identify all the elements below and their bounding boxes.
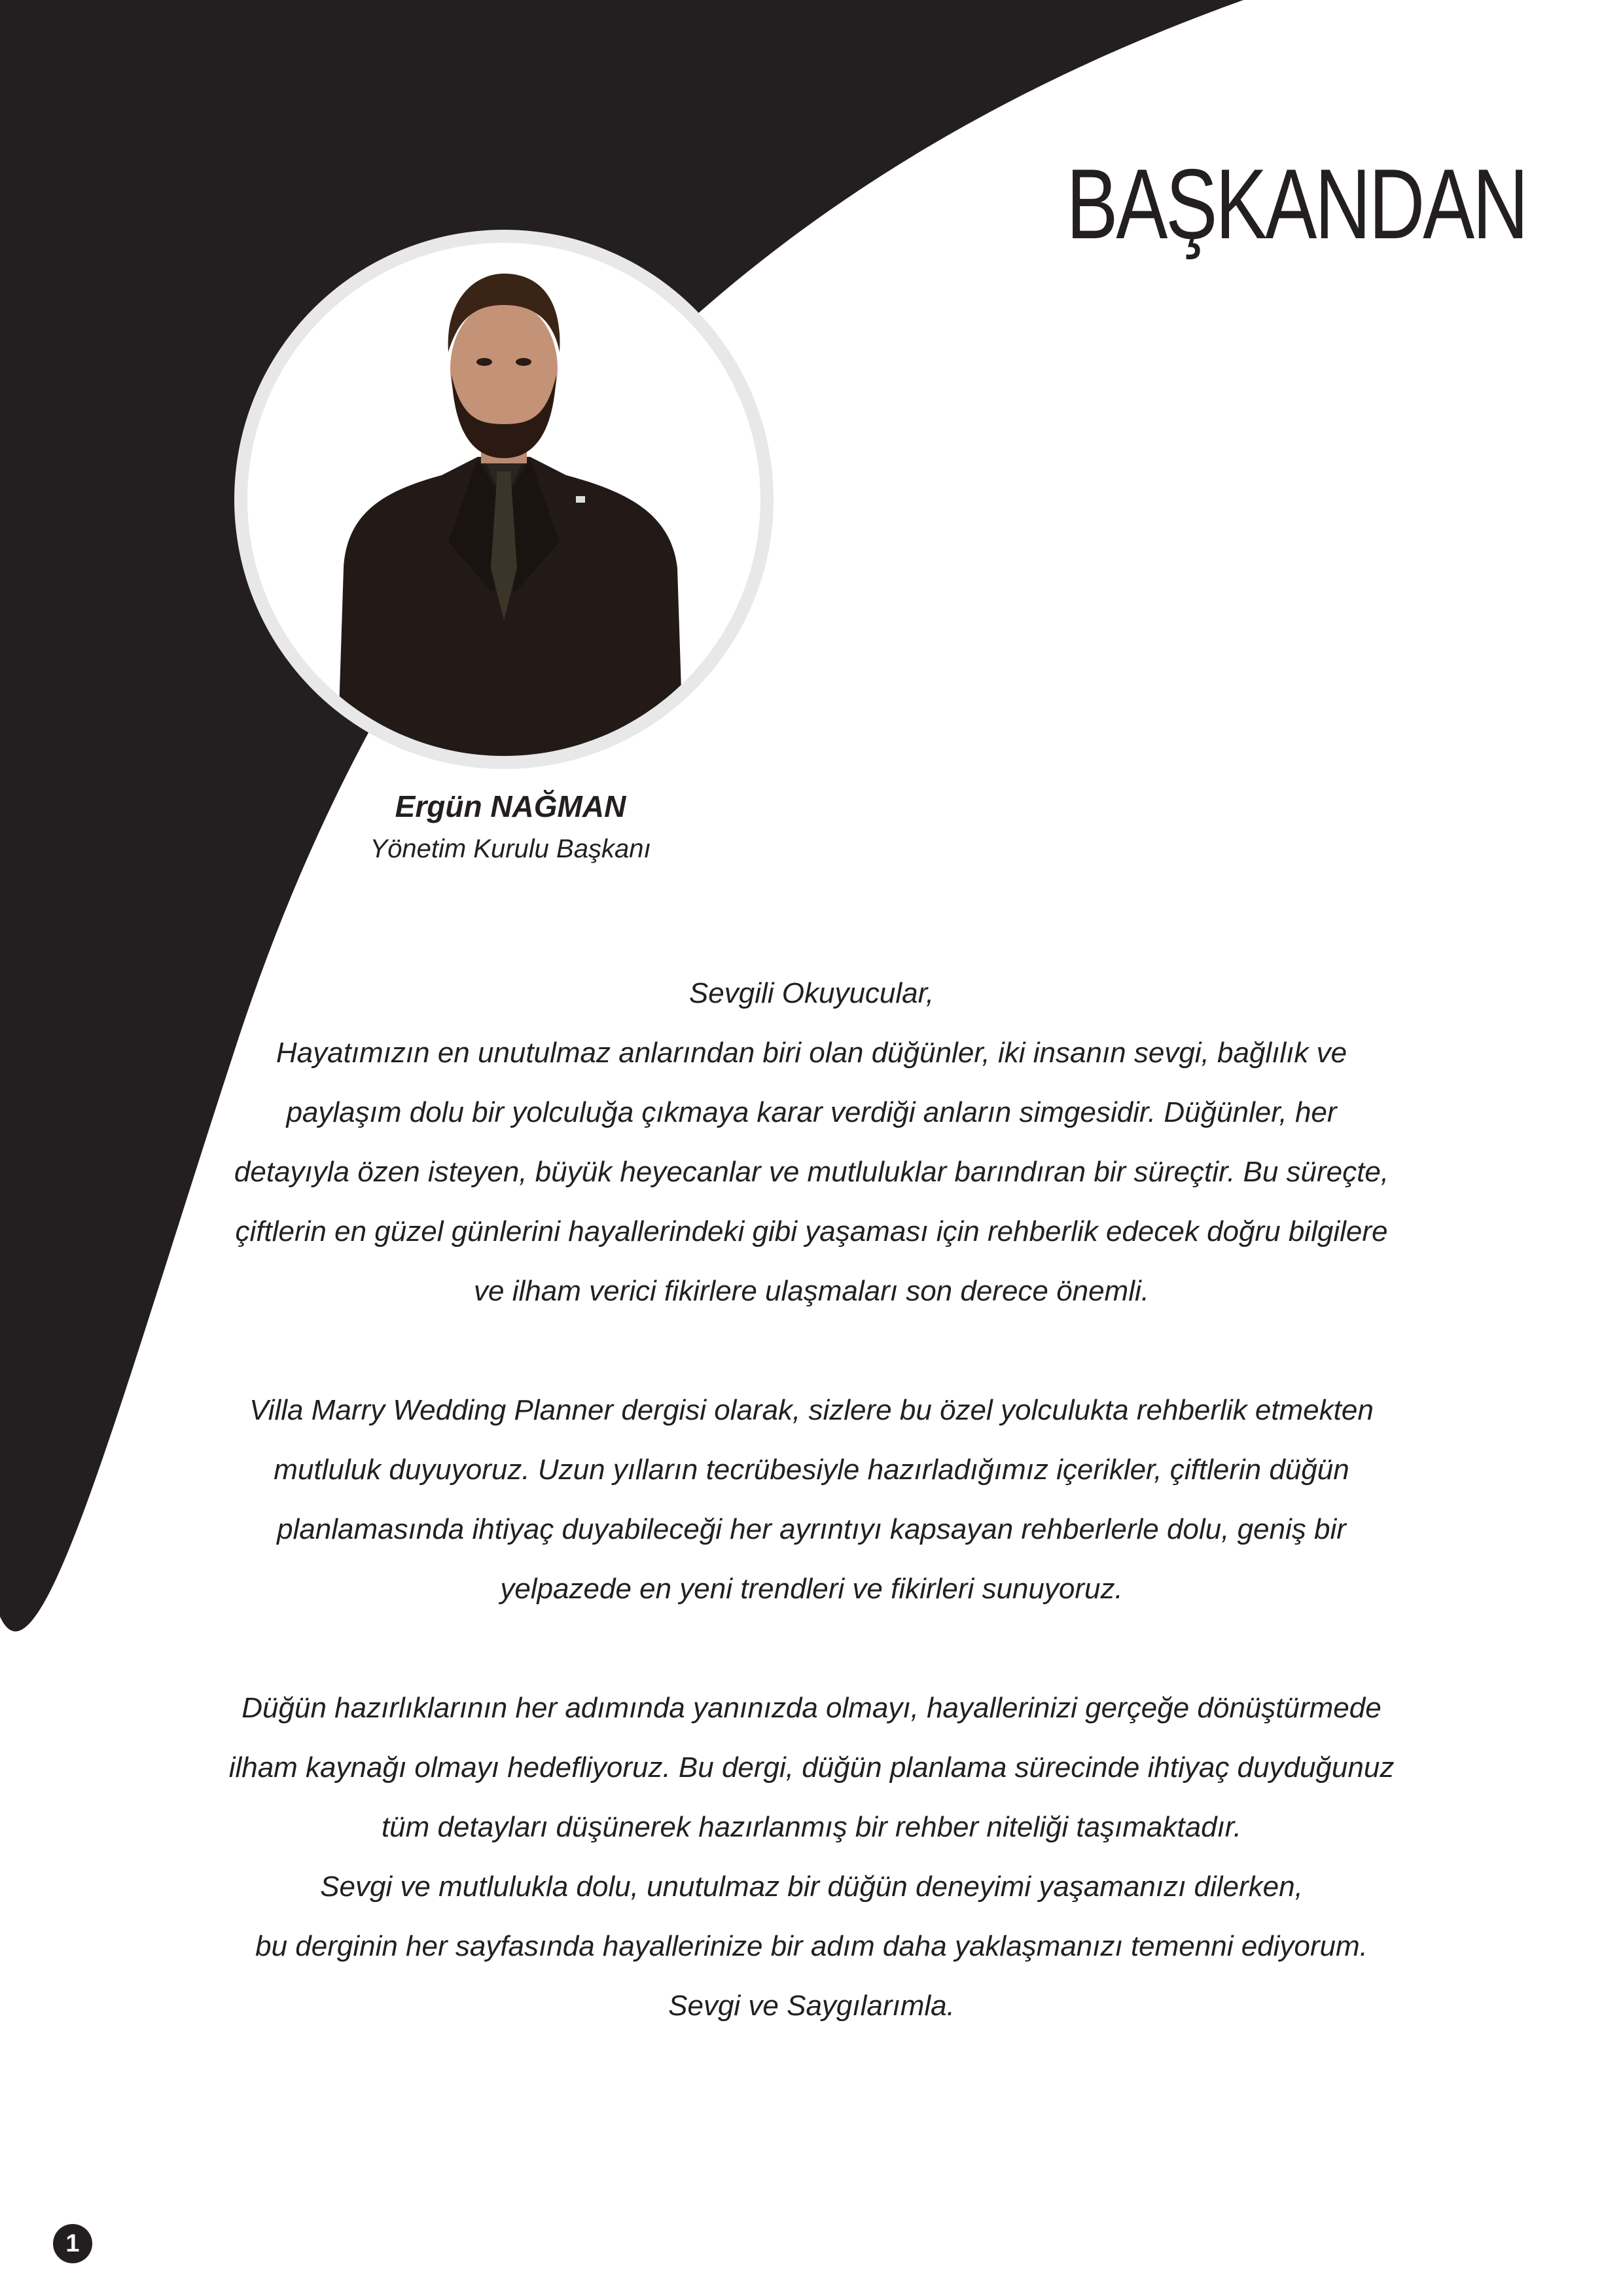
letter-line: Sevgili Okuyucular,	[688, 977, 935, 1009]
letter-line: çiftlerin en güzel günlerini hayallerindeki gibi yaşaması için rehberlik edecek doğru bilgilere	[235, 1215, 1388, 1247]
letter-line: ilham kaynağı olmayı hedefliyoruz. Bu dergi, düğün planlama sürecinde ihtiyaç duyduğunuz	[228, 1751, 1395, 1784]
paragraph-gap	[196, 1321, 1427, 1380]
letter-line: mutluluk duyuyoruz. Uzun yılların tecrübesiyle hazırladığımız içerikler, çiftlerin düğün	[274, 1454, 1349, 1486]
letter-paragraph-3	[196, 1678, 1427, 2036]
letter-line: ve ilham verici fikirlere ulaşmaları son derece önemli.	[474, 1275, 1149, 1307]
letter-line: Hayatımızın en unutulmaz anlarından biri olan düğünler, iki insanın sevgi, bağlılık ve	[276, 1037, 1347, 1069]
author-portrait	[232, 228, 776, 771]
page-title: BAŞKANDAN	[1066, 149, 1527, 260]
letter-line: paylaşım dolu bir yolculuğa çıkmaya karar verdiği anların simgesidir. Düğünler, her	[286, 1096, 1337, 1128]
letter-line: bu derginin her sayfasında hayallerinize bir adım daha yaklaşmanızı temenni ediyorum.	[255, 1930, 1368, 1962]
paragraph-gap	[196, 1619, 1427, 1678]
letter-line: tüm detayları düşünerek hazırlanmış bir rehber niteliği taşımaktadır.	[381, 1811, 1242, 1843]
letter-body	[196, 963, 1427, 2036]
letter-line: detayıyla özen isteyen, büyük heyecanlar ve mutluluklar barındıran bir süreçtir. Bu süreçte,	[234, 1156, 1389, 1188]
letter-line: Sevgi ve Saygılarımla.	[668, 1990, 955, 2022]
letter-paragraph-1	[196, 963, 1427, 1321]
page-number-badge: 1	[53, 2224, 92, 2263]
author-name: Ergün NAĞMAN	[395, 789, 626, 823]
letter-paragraph-2	[196, 1380, 1427, 1619]
letter-line: Villa Marry Wedding Planner dergisi olarak, sizlere bu özel yolculukta rehberlik etmekten	[249, 1394, 1374, 1426]
author-role: Yönetim Kurulu Başkanı	[370, 834, 651, 863]
letter-line: planlamasında ihtiyaç duyabileceği her ayrıntıyı kapsayan rehberlerle dolu, geniş bir	[277, 1513, 1346, 1545]
letter-line: yelpazede en yeni trendleri ve fikirleri sunuyoruz.	[500, 1573, 1123, 1605]
letter-line: Sevgi ve mutlulukla dolu, unutulmaz bir düğün deneyimi yaşamanızı dilerken,	[320, 1871, 1303, 1903]
letter-line: Düğün hazırlıklarının her adımında yanınızda olmayı, hayallerinizi gerçeğe dönüştürmede	[241, 1692, 1382, 1724]
